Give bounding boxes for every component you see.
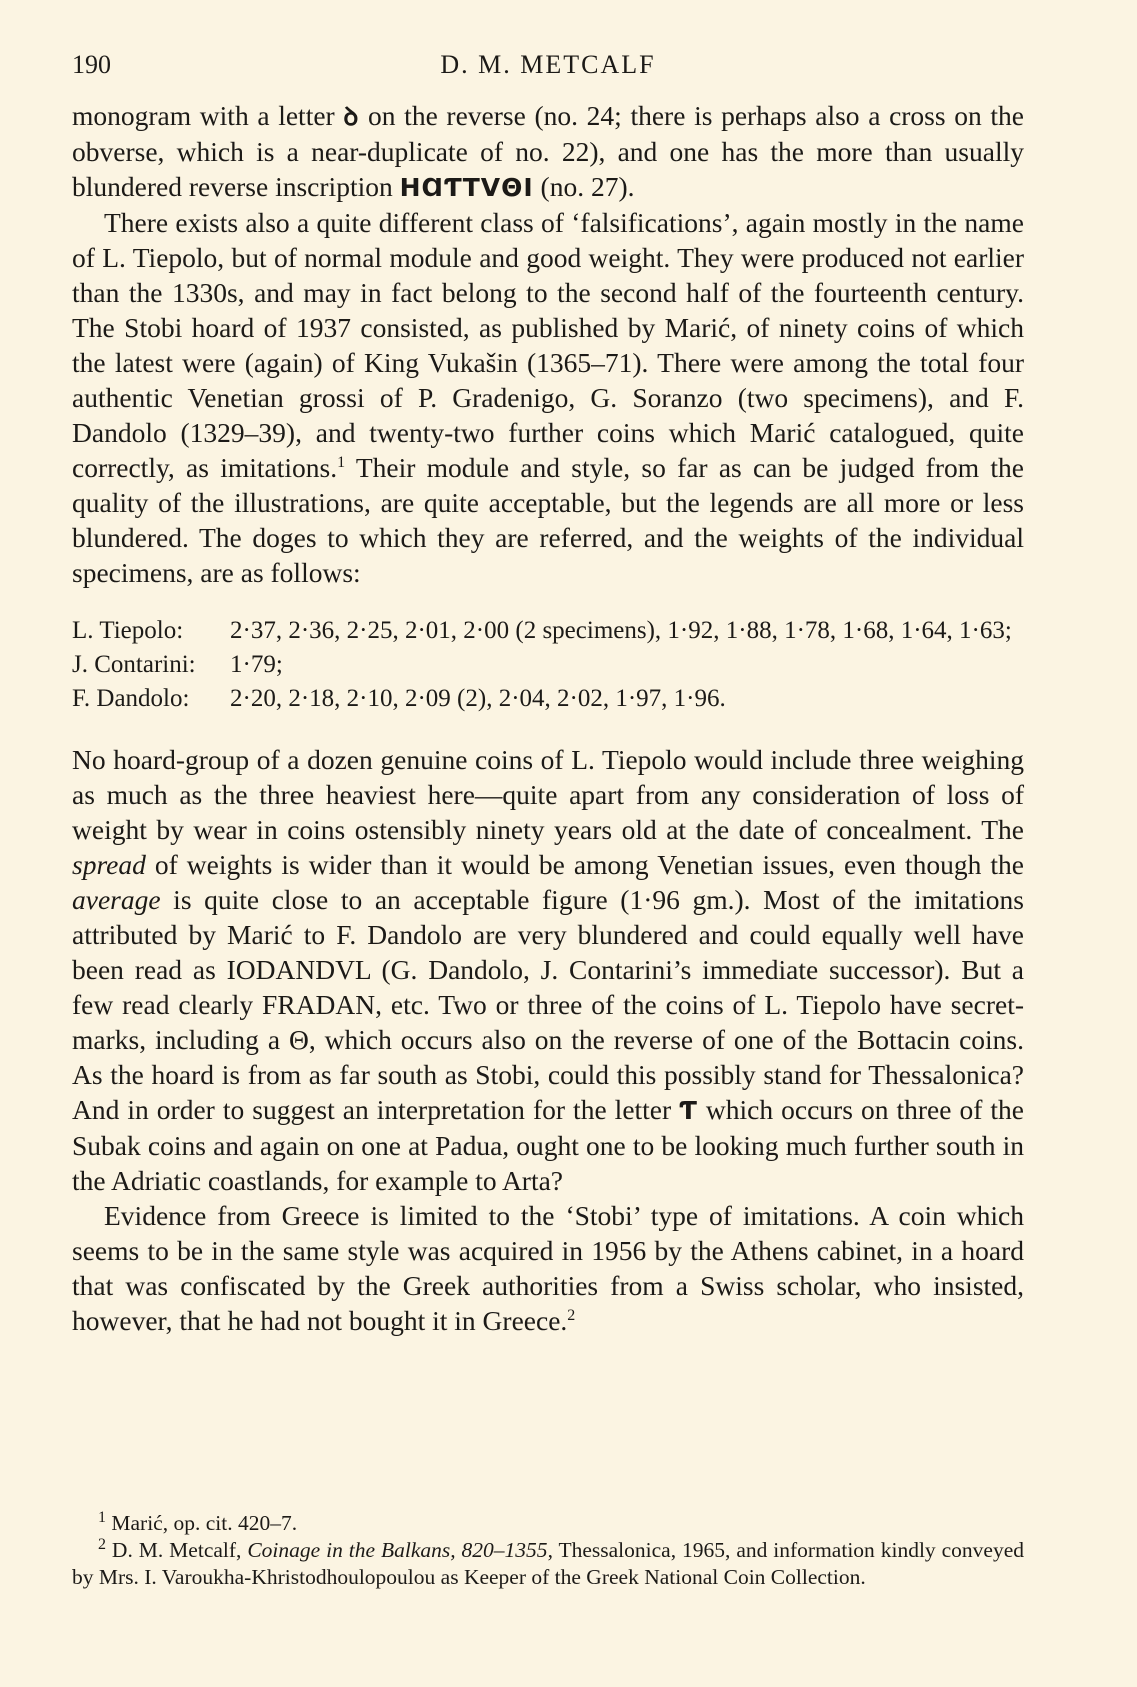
footnote-ref-1[interactable]: 1 xyxy=(337,453,346,471)
weight-values: 2·20, 2·18, 2·10, 2·09 (2), 2·04, 2·02, 1·97, 1·96. xyxy=(230,685,726,712)
paragraph-1-text-b: on the reverse (no. 24; there is perhaps also a cross on the obverse, which is a near-duplicate of no. 22), and one has the more than usually blundered reverse inscription xyxy=(72,100,1024,202)
paragraph-2-text-a: There exists also a quite different class of ‘falsifications’, again mostly in the name of L. Tiepolo, but of normal module and good weight. They were produced not earlier than the 1330s, and may in fact belong to the second half of the fourteenth century. The Stobi hoard of 1937 consisted, as published by Marić, of ninety coins of which the latest were (again) of King Vukašin (1365–71). There were among the total four authentic Venetian grossi of P. Gradenigo, G. Soranzo (two specimens), and F. Dandolo (1329–39), and twenty-two further coins which Marić catalogued, quite correctly, as imitations. xyxy=(72,207,1024,483)
paragraph-2 xyxy=(72,205,1024,590)
paragraph-2-text-b: Their module and style, so far as can be judged from the quality of the illustrations, are quite acceptable, but the legends are all more or less blundered. The doges to which they are referred, and the weights of the individual specimens, are as follows: xyxy=(72,452,1024,588)
paragraph-3-text-a: No hoard-group of a dozen genuine coins of L. Tiepolo would include three weighing as much as the three heaviest here—quite apart from any consideration of loss of weight by wear in coins ostensibly ninety years old at the date of concealment. The xyxy=(72,744,1024,845)
weights-row xyxy=(72,682,1024,716)
paragraph-1-text-c: (no. 27). xyxy=(533,171,635,202)
paragraph-4-text: Evidence from Greece is limited to the ‘Stobi’ type of imitations. A coin which seems to be in the same style was acquired in 1956 by the Athens cabinet, in a hoard that was confiscated by the Greek authorities from a Swiss scholar, who insisted, however, that he had not bought it in Greece. xyxy=(72,1200,1024,1336)
footnote-2 xyxy=(72,1537,1024,1591)
weight-values: 2·37, 2·36, 2·25, 2·01, 2·00 (2 specimens), 1·92, 1·88, 1·78, 1·68, 1·64, 1·63; xyxy=(230,617,1012,644)
running-title: D. M. METCALF xyxy=(440,50,656,79)
doge-name: J. Contarini: xyxy=(72,651,196,678)
body-text xyxy=(72,98,1024,1338)
doge-name: F. Dandolo: xyxy=(72,685,190,712)
paragraph-4 xyxy=(72,1198,1024,1338)
footnote-mark-1: 1 xyxy=(98,1508,106,1526)
footnote-2-text-a: D. M. Metcalf, xyxy=(106,1538,248,1562)
footnote-mark-2: 2 xyxy=(98,1535,106,1553)
footnote-2-text-b: , Thessalonica, 1965, and information kindly conveyed by Mrs. I. Varoukha-Khristodhoulopoulou as Keeper of the Greek National Coin Collection. xyxy=(72,1538,1024,1589)
page-number: 190 xyxy=(72,50,111,79)
letter-symbol: ꝺ xyxy=(343,102,360,131)
blundered-inscription: HⱭƬTVΘI xyxy=(399,173,534,202)
footnote-ref-2[interactable]: 2 xyxy=(567,1306,576,1324)
paragraph-3-text-d: which occurs on three of the Subak coins and again on one at Padua, ought one to be looking much further south in the Adriatic coastlands, for example to Arta? xyxy=(72,1094,1024,1196)
paragraph-3 xyxy=(72,742,1024,1198)
paragraph-3-text-c: is quite close to an acceptable figure (1·96 gm.). Most of the imitations attributed by Marić to F. Dandolo are very blundered and could equally well have been read as IODANDVL (G. Dandolo, J. Contarini’s immediate successor). But a few read clearly FRADAN, etc. Two or three of the coins of L. Tiepolo have secret-marks, including a Θ, which occurs also on the reverse of one of the Bottacin coins. As the hoard is from as far south as Stobi, could this possibly stand for Thessalonica? And in order to suggest an interpretation for the letter xyxy=(72,884,1024,1125)
page-header xyxy=(72,50,1024,90)
footnotes xyxy=(72,1510,1024,1591)
letter-symbol: Ƭ xyxy=(679,1096,698,1125)
paragraph-1-text-a: monogram with a letter xyxy=(72,100,344,131)
paragraph-1 xyxy=(72,98,1024,205)
weights-row xyxy=(72,648,1024,682)
emphasis-average: average xyxy=(72,884,161,915)
doge-name: L. Tiepolo: xyxy=(72,617,184,644)
weight-values: 1·79; xyxy=(230,651,283,678)
weights-row xyxy=(72,614,1024,648)
footnote-1-text: Marić, op. cit. 420–7. xyxy=(106,1511,298,1535)
footnote-1 xyxy=(72,1510,1024,1537)
emphasis-spread: spread xyxy=(72,849,146,880)
footnote-2-book-title: Coinage in the Balkans, 820–1355 xyxy=(247,1538,548,1562)
paragraph-3-text-b: of weights is wider than it would be among Venetian issues, even though the xyxy=(145,849,1024,880)
weights-list xyxy=(72,614,1024,716)
